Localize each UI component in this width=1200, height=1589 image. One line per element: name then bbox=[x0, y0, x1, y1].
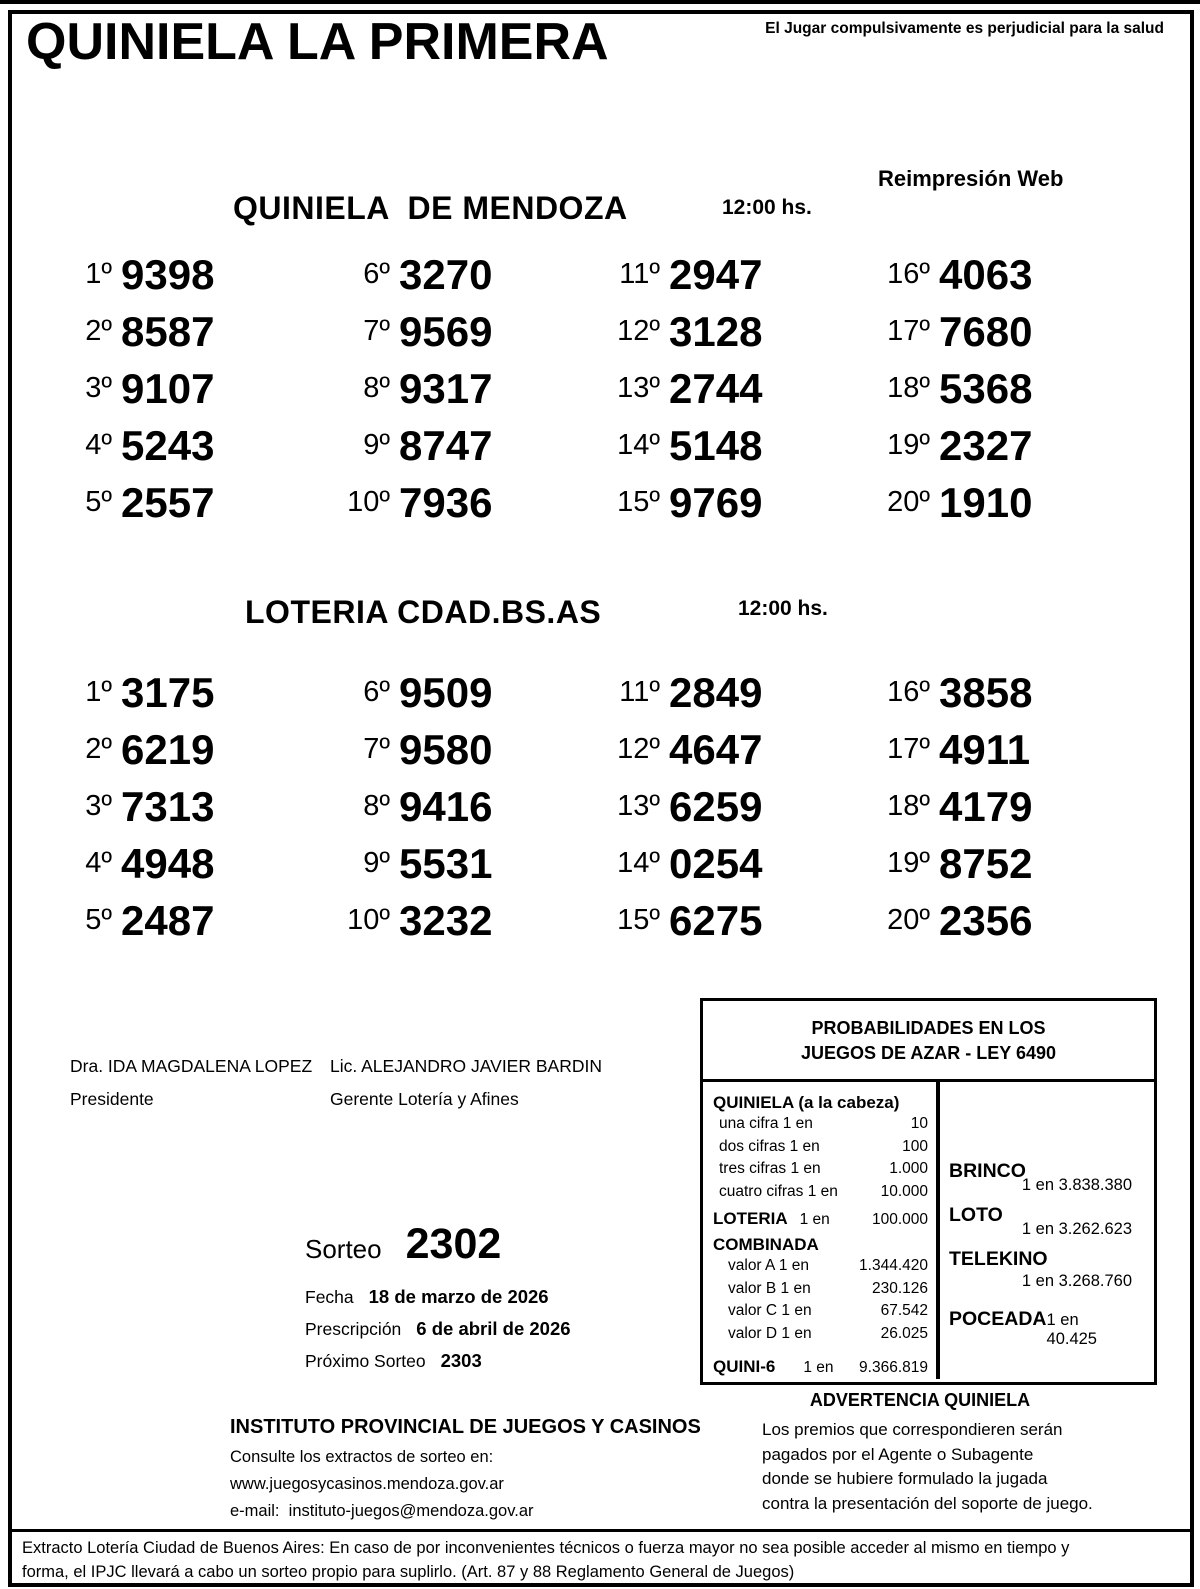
result-number: 9107 bbox=[121, 364, 215, 412]
odds-label: una cifra 1 en bbox=[719, 1115, 813, 1132]
quini6-value: 9.366.819 bbox=[859, 1359, 928, 1376]
result-number: 3232 bbox=[399, 896, 493, 944]
result-position: 16º bbox=[887, 676, 930, 708]
result-mendoza-14º bbox=[588, 417, 858, 474]
result-bsas-8º bbox=[318, 778, 588, 835]
odds-value: 1.000 bbox=[889, 1160, 928, 1177]
result-number: 5148 bbox=[669, 421, 763, 469]
result-position: 10º bbox=[347, 486, 390, 518]
odds-row bbox=[713, 1136, 928, 1159]
odds-row bbox=[713, 1181, 928, 1204]
result-number: 0254 bbox=[669, 839, 763, 887]
quini6-odds-row bbox=[713, 1356, 928, 1379]
signature-president bbox=[70, 1056, 312, 1110]
result-number: 6219 bbox=[121, 725, 215, 773]
quiniela-odds-rows bbox=[713, 1113, 928, 1203]
game-name: LOTO bbox=[949, 1204, 1003, 1226]
result-position: 12º bbox=[617, 315, 660, 347]
odds-row bbox=[713, 1300, 928, 1323]
advertencia-title: ADVERTENCIA QUINIELA bbox=[809, 1390, 1031, 1410]
draw-info-block bbox=[305, 1220, 571, 1377]
result-position: 16º bbox=[887, 258, 930, 290]
odds-label: tres cifras 1 en bbox=[719, 1160, 821, 1177]
result-number: 9769 bbox=[669, 478, 763, 526]
results-grid-bsas bbox=[40, 664, 1140, 949]
result-position: 2º bbox=[85, 315, 112, 347]
result-position: 9º bbox=[363, 847, 390, 879]
game-odds-brinco bbox=[949, 1160, 1132, 1195]
reimpresion-web-label: Reimpresión Web bbox=[878, 166, 1064, 191]
result-number: 4063 bbox=[939, 250, 1033, 298]
instituto-line: e-mail: instituto-juegos@mendoza.gov.ar bbox=[230, 1502, 534, 1520]
instituto-line: www.juegosycasinos.mendoza.gov.ar bbox=[230, 1475, 504, 1493]
draw-info-row bbox=[305, 1313, 571, 1345]
instituto-contact-lines bbox=[230, 1444, 701, 1525]
advertencia-line: pagados por el Agente o Subagente bbox=[762, 1444, 1034, 1464]
result-bsas-9º bbox=[318, 835, 588, 892]
loteria-odds-row bbox=[713, 1208, 928, 1231]
footer-line: forma, el IPJC llevará a cabo un sorteo propio para suplirlo. (Art. 87 y 88 Reglamento General de Juegos) bbox=[22, 1563, 795, 1581]
result-position: 13º bbox=[617, 372, 660, 404]
game-odds-telekino bbox=[949, 1248, 1132, 1291]
draw-info-value: 18 de marzo de 2026 bbox=[368, 1286, 549, 1307]
odds-value: 10.000 bbox=[880, 1182, 928, 1200]
draw-info-row bbox=[305, 1281, 571, 1313]
probabilities-title-line1: PROBABILIDADES EN LOS bbox=[811, 1018, 1046, 1038]
result-bsas-20º bbox=[858, 892, 1130, 949]
result-mendoza-4º bbox=[40, 417, 318, 474]
result-position: 8º bbox=[363, 790, 390, 822]
odds-row bbox=[713, 1323, 928, 1346]
footer-line: Extracto Lotería Ciudad de Buenos Aires: En caso de por inconvenientes técnicos o fuerza mayor no sea posible acceder al mismo en tiempo y bbox=[22, 1539, 1070, 1557]
odds-label: dos cifras 1 en bbox=[719, 1137, 820, 1155]
combinada-heading: COMBINADA bbox=[713, 1235, 819, 1254]
result-bsas-5º bbox=[40, 892, 318, 949]
result-mendoza-15º bbox=[588, 474, 858, 531]
result-position: 18º bbox=[887, 790, 930, 822]
probabilities-title bbox=[703, 1001, 1154, 1082]
result-position: 9º bbox=[363, 429, 390, 461]
game-name: BRINCO bbox=[949, 1160, 1026, 1182]
odds-value: 67.542 bbox=[880, 1302, 928, 1319]
draw-info-label: Próximo Sorteo bbox=[305, 1351, 426, 1371]
signature-name: Dra. IDA MAGDALENA LOPEZ bbox=[70, 1056, 313, 1076]
odds-label: valor A 1 en bbox=[728, 1257, 810, 1274]
result-number: 5531 bbox=[399, 839, 493, 887]
result-number: 2947 bbox=[669, 250, 763, 298]
footer-separator bbox=[8, 1529, 1194, 1532]
combinada-odds-rows bbox=[713, 1255, 928, 1345]
result-mendoza-11º bbox=[588, 246, 858, 303]
result-mendoza-7º bbox=[318, 303, 588, 360]
result-position: 6º bbox=[363, 676, 390, 708]
result-position: 7º bbox=[363, 733, 390, 765]
odds-label: valor B 1 en bbox=[728, 1279, 811, 1297]
odds-value: 26.025 bbox=[880, 1324, 928, 1342]
signature-manager bbox=[330, 1056, 602, 1110]
result-bsas-10º bbox=[318, 892, 588, 949]
result-bsas-11º bbox=[588, 664, 858, 721]
result-number: 2557 bbox=[121, 478, 215, 526]
result-bsas-4º bbox=[40, 835, 318, 892]
result-bsas-3º bbox=[40, 778, 318, 835]
result-mendoza-13º bbox=[588, 360, 858, 417]
result-position: 3º bbox=[85, 372, 112, 404]
page-title: QUINIELA LA PRIMERA bbox=[26, 13, 609, 71]
result-position: 19º bbox=[887, 847, 930, 879]
result-bsas-12º bbox=[588, 721, 858, 778]
result-mendoza-9º bbox=[318, 417, 588, 474]
odds-label: valor C 1 en bbox=[728, 1302, 812, 1319]
result-bsas-6º bbox=[318, 664, 588, 721]
result-number: 7680 bbox=[939, 307, 1033, 355]
game-odds-value: 1 en 3.838.380 bbox=[1021, 1176, 1132, 1194]
result-position: 6º bbox=[363, 258, 390, 290]
result-mendoza-16º bbox=[858, 246, 1130, 303]
result-position: 20º bbox=[887, 486, 930, 518]
advertencia-line: contra la presentación del soporte de juego. bbox=[762, 1493, 1093, 1513]
draw-title-bsas: LOTERIA CDAD.BS.AS bbox=[245, 594, 602, 630]
instituto-block bbox=[230, 1416, 701, 1525]
result-position: 5º bbox=[85, 904, 112, 936]
draw-info-label: Fecha bbox=[305, 1287, 354, 1307]
result-number: 2356 bbox=[939, 896, 1033, 944]
result-mendoza-18º bbox=[858, 360, 1130, 417]
result-bsas-19º bbox=[858, 835, 1130, 892]
game-name: TELEKINO bbox=[949, 1248, 1048, 1270]
loteria-mid: 1 en bbox=[799, 1211, 830, 1228]
probabilities-title-line2: JUEGOS DE AZAR - LEY 6490 bbox=[800, 1043, 1057, 1063]
result-number: 5243 bbox=[121, 421, 215, 469]
advertencia-block bbox=[700, 1390, 1170, 1516]
odds-value: 230.126 bbox=[871, 1279, 928, 1297]
quini6-mid: 1 en bbox=[803, 1359, 834, 1376]
result-number: 8587 bbox=[121, 307, 215, 355]
result-position: 15º bbox=[617, 904, 660, 936]
probabilities-left-column bbox=[703, 1082, 936, 1379]
result-position: 10º bbox=[347, 904, 390, 936]
result-mendoza-1º bbox=[40, 246, 318, 303]
game-odds-value: 1 en 3.262.623 bbox=[1021, 1220, 1132, 1238]
result-number: 3128 bbox=[669, 307, 763, 355]
result-position: 19º bbox=[887, 429, 930, 461]
probabilities-box bbox=[700, 998, 1157, 1385]
quini6-label: QUINI-6 bbox=[713, 1357, 776, 1376]
odds-label: cuatro cifras 1 en bbox=[719, 1182, 838, 1200]
result-position: 3º bbox=[85, 790, 112, 822]
result-position: 18º bbox=[887, 372, 930, 404]
result-mendoza-8º bbox=[318, 360, 588, 417]
result-number: 4647 bbox=[669, 725, 763, 773]
game-odds-value: 1 en 3.268.760 bbox=[1021, 1272, 1132, 1290]
odds-value: 100 bbox=[902, 1137, 928, 1155]
game-odds-loto bbox=[949, 1204, 1132, 1239]
result-number: 8747 bbox=[399, 421, 493, 469]
health-warning-text: El Jugar compulsivamente es perjudicial para la salud bbox=[765, 20, 1164, 37]
draw-info-value: 2303 bbox=[440, 1350, 482, 1371]
loteria-label: LOTERIA bbox=[713, 1209, 788, 1228]
result-bsas-2º bbox=[40, 721, 318, 778]
result-mendoza-12º bbox=[588, 303, 858, 360]
draw-title-mendoza: QUINIELA DE MENDOZA bbox=[233, 190, 628, 226]
odds-row bbox=[713, 1113, 928, 1136]
odds-row bbox=[713, 1158, 928, 1181]
result-number: 7313 bbox=[121, 782, 215, 830]
result-mendoza-3º bbox=[40, 360, 318, 417]
result-number: 8752 bbox=[939, 839, 1033, 887]
result-bsas-15º bbox=[588, 892, 858, 949]
result-position: 11º bbox=[619, 676, 660, 708]
result-number: 2327 bbox=[939, 421, 1033, 469]
signature-role: Presidente bbox=[70, 1089, 154, 1109]
result-number: 2487 bbox=[121, 896, 215, 944]
result-position: 5º bbox=[85, 486, 112, 518]
result-number: 4948 bbox=[121, 839, 215, 887]
advertencia-line: Los premios que correspondieren serán bbox=[762, 1420, 1063, 1439]
results-grid-mendoza bbox=[40, 246, 1140, 531]
result-position: 4º bbox=[85, 847, 112, 879]
result-number: 9416 bbox=[399, 782, 493, 830]
draw-number-value: 2302 bbox=[405, 1220, 502, 1268]
result-mendoza-20º bbox=[858, 474, 1130, 531]
result-mendoza-10º bbox=[318, 474, 588, 531]
result-position: 11º bbox=[619, 258, 660, 290]
loteria-value: 100.000 bbox=[871, 1211, 928, 1228]
result-number: 2849 bbox=[669, 668, 763, 716]
result-number: 9509 bbox=[399, 668, 493, 716]
signature-role: Gerente Lotería y Afines bbox=[330, 1089, 519, 1109]
result-number: 2744 bbox=[669, 364, 763, 412]
result-mendoza-5º bbox=[40, 474, 318, 531]
result-position: 8º bbox=[363, 372, 390, 404]
odds-row bbox=[713, 1255, 928, 1278]
result-number: 4179 bbox=[939, 782, 1033, 830]
odds-value: 1.344.420 bbox=[859, 1257, 928, 1274]
draw-number-label: Sorteo bbox=[305, 1234, 382, 1264]
draw-time-mendoza: 12:00 hs. bbox=[722, 196, 812, 219]
result-number: 7936 bbox=[399, 478, 493, 526]
instituto-line: Consulte los extractos de sorteo en: bbox=[230, 1448, 494, 1466]
result-number: 9569 bbox=[399, 307, 493, 355]
result-mendoza-6º bbox=[318, 246, 588, 303]
result-number: 3175 bbox=[121, 668, 215, 716]
draw-info-row bbox=[305, 1345, 571, 1377]
result-number: 3858 bbox=[939, 668, 1033, 716]
result-number: 9580 bbox=[399, 725, 493, 773]
result-position: 17º bbox=[887, 315, 930, 347]
draw-dates bbox=[305, 1281, 571, 1377]
result-mendoza-19º bbox=[858, 417, 1130, 474]
result-number: 5368 bbox=[939, 364, 1033, 412]
odds-label: valor D 1 en bbox=[728, 1324, 812, 1342]
result-position: 20º bbox=[887, 904, 930, 936]
result-bsas-14º bbox=[588, 835, 858, 892]
result-bsas-18º bbox=[858, 778, 1130, 835]
result-number: 9398 bbox=[121, 250, 215, 298]
advertencia-text bbox=[700, 1418, 1170, 1516]
result-bsas-16º bbox=[858, 664, 1130, 721]
advertencia-line: donde se hubiere formulado la jugada bbox=[762, 1469, 1048, 1488]
signature-name: Lic. ALEJANDRO JAVIER BARDIN bbox=[330, 1056, 602, 1076]
probabilities-right-column bbox=[936, 1082, 1154, 1379]
result-position: 1º bbox=[85, 258, 112, 290]
probabilities-body bbox=[703, 1082, 1154, 1379]
result-position: 14º bbox=[617, 429, 660, 461]
result-mendoza-2º bbox=[40, 303, 318, 360]
result-position: 7º bbox=[363, 315, 390, 347]
footer-legal-text bbox=[22, 1536, 1152, 1584]
draw-info-label: Prescripción bbox=[305, 1319, 402, 1339]
result-bsas-7º bbox=[318, 721, 588, 778]
draw-number-row bbox=[305, 1220, 571, 1269]
result-position: 15º bbox=[617, 486, 660, 518]
draw-time-bsas: 12:00 hs. bbox=[738, 597, 828, 620]
instituto-name: INSTITUTO PROVINCIAL DE JUEGOS Y CASINOS bbox=[230, 1416, 701, 1438]
result-position: 4º bbox=[85, 429, 112, 461]
result-position: 1º bbox=[85, 676, 112, 708]
result-bsas-13º bbox=[588, 778, 858, 835]
result-position: 12º bbox=[617, 733, 660, 765]
game-name: POCEADA bbox=[949, 1308, 1047, 1330]
result-mendoza-17º bbox=[858, 303, 1130, 360]
draw-info-value: 6 de abril de 2026 bbox=[416, 1318, 571, 1339]
result-number: 4911 bbox=[939, 725, 1031, 773]
quiniela-heading: QUINIELA (a la cabeza) bbox=[713, 1093, 900, 1112]
result-position: 17º bbox=[887, 733, 930, 765]
result-position: 13º bbox=[617, 790, 660, 822]
result-number: 1910 bbox=[939, 478, 1033, 526]
result-number: 6275 bbox=[669, 896, 763, 944]
result-number: 3270 bbox=[399, 250, 493, 298]
result-number: 9317 bbox=[399, 364, 493, 412]
game-odds-value: 1 en 40.425 bbox=[1046, 1311, 1097, 1348]
result-number: 6259 bbox=[669, 782, 763, 830]
game-odds-poceada bbox=[949, 1308, 1132, 1349]
result-position: 2º bbox=[85, 733, 112, 765]
odds-value: 10 bbox=[910, 1115, 928, 1132]
result-bsas-1º bbox=[40, 664, 318, 721]
top-border-strip bbox=[0, 0, 1200, 4]
result-position: 14º bbox=[617, 847, 660, 879]
odds-row bbox=[713, 1278, 928, 1301]
games-odds-list bbox=[949, 1160, 1132, 1349]
result-bsas-17º bbox=[858, 721, 1130, 778]
